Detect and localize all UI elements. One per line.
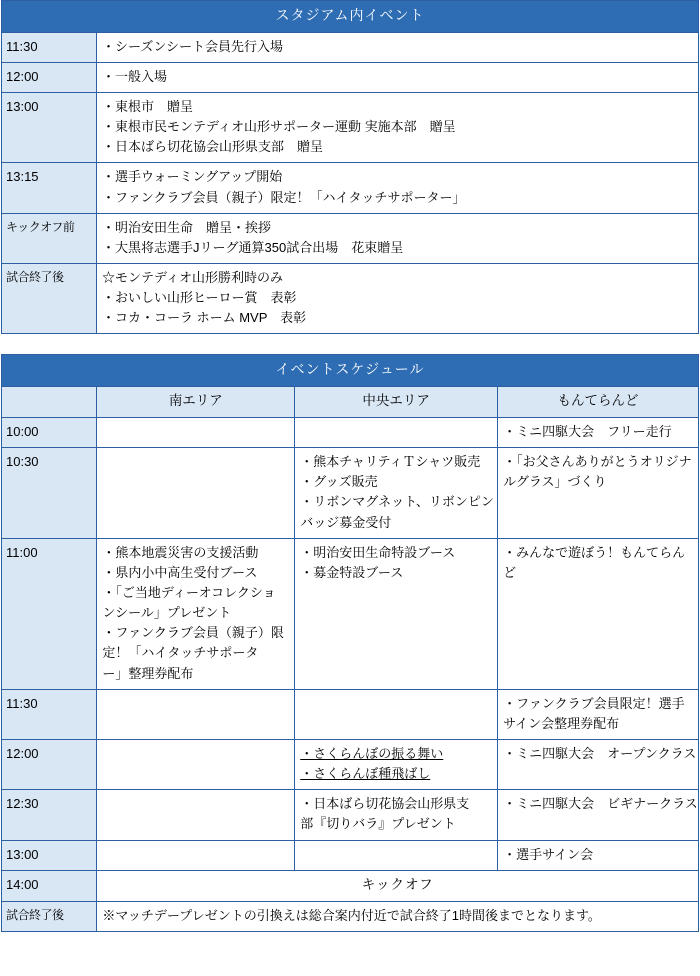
kickoff-time: 14:00 — [2, 870, 97, 901]
cell-central — [295, 417, 498, 447]
column-header-central: 中央エリア — [295, 387, 498, 418]
row-content — [97, 263, 699, 333]
stadium-events-table — [1, 0, 699, 334]
cell-central — [295, 840, 498, 870]
event-item: ・熊本チャリティＴシャツ販売 — [300, 454, 481, 470]
event-schedule-table — [1, 354, 699, 931]
table-row — [2, 62, 699, 92]
table-row — [2, 840, 699, 870]
row-time: 12:00 — [2, 739, 97, 789]
table-row — [2, 538, 699, 689]
event-item: 部『切りバラ』プレゼント — [300, 816, 456, 832]
event-item: ・リボンマグネット、リボンピン — [300, 494, 494, 510]
event-schedule-column-row — [2, 387, 699, 418]
table-row — [2, 739, 699, 789]
cell-monteland — [498, 739, 699, 789]
row-time: 10:00 — [2, 417, 97, 447]
cell-monteland — [498, 840, 699, 870]
event-item: ・コカ・コーラ ホーム MVP 表彰 — [102, 310, 307, 326]
event-item: ・グッズ販売 — [300, 474, 378, 490]
cell-monteland — [498, 448, 699, 539]
cell-central — [295, 790, 498, 840]
stadium-events-header-row — [2, 1, 699, 33]
cell-central — [295, 538, 498, 689]
event-item: ・日本ばら切花協会山形県支 — [300, 796, 470, 812]
row-time: 10:30 — [2, 448, 97, 539]
event-item: ・さくらんぼの振る舞い — [300, 745, 444, 761]
row-time: 11:30 — [2, 689, 97, 739]
note-label: ※マッチデープレゼントの引換えは総合案内付近で試合終了1時間後までとなります。 — [97, 901, 699, 931]
column-header-south: 南エリア — [97, 387, 295, 418]
event-item: ・県内小中高生受付ブース — [102, 564, 258, 580]
event-item: ・さくらんぼ種飛ばし — [300, 766, 431, 782]
event-item: ・東根市民モンテディオ山形サポーター運動 実施本部 贈呈 — [102, 119, 456, 135]
event-item: ンシール」プレゼント — [102, 605, 232, 621]
note-row — [2, 901, 699, 931]
note-time: 試合終了後 — [2, 901, 97, 931]
row-time: 13:00 — [2, 92, 97, 162]
column-header-time — [2, 387, 97, 418]
cell-monteland — [498, 417, 699, 447]
event-item: ・「ご当地ディーオコレクショ — [102, 584, 276, 600]
table-row — [2, 417, 699, 447]
event-item: ど — [503, 564, 517, 580]
cell-monteland — [498, 538, 699, 689]
event-item: ・明治安田生命特設ブース — [300, 544, 456, 560]
event-item: ・熊本地震災害の支援活動 — [102, 544, 259, 560]
table-row — [2, 213, 699, 263]
event-item: ルグラス」づくり — [503, 474, 607, 490]
row-time: 試合終了後 — [2, 263, 97, 333]
event-schedule-footer — [2, 870, 699, 931]
event-item: ・ファンクラブ会員（親子）限定！「ハイタッチサポーター」 — [102, 189, 466, 205]
table-row — [2, 32, 699, 62]
row-time: 12:00 — [2, 62, 97, 92]
row-content — [97, 62, 699, 92]
event-item: ・明治安田生命 贈呈・挨拶 — [102, 219, 272, 235]
row-time: 13:00 — [2, 840, 97, 870]
row-content — [97, 92, 699, 162]
cell-monteland — [498, 689, 699, 739]
row-time: 11:00 — [2, 538, 97, 689]
table-row — [2, 163, 699, 213]
cell-central — [295, 689, 498, 739]
cell-south — [97, 739, 295, 789]
table-row — [2, 689, 699, 739]
cell-south — [97, 790, 295, 840]
event-item: ☆モンテディオ山形勝利時のみ — [102, 269, 283, 285]
table-row — [2, 448, 699, 539]
table-row — [2, 263, 699, 333]
event-item: ・募金特設ブース — [300, 564, 404, 580]
event-item: 定！「ハイタッチサポータ — [102, 645, 259, 661]
table-row — [2, 92, 699, 162]
event-item: ・大黒将志選手Jリーグ通算350試合出場 花束贈呈 — [102, 239, 404, 255]
cell-south — [97, 538, 295, 689]
cell-central — [295, 448, 498, 539]
event-item: ・選手サイン会 — [503, 846, 594, 862]
event-item: ー」整理券配布 — [102, 665, 194, 681]
cell-south — [97, 689, 295, 739]
event-item: ・ミニ四駆大会 オープンクラス — [503, 745, 697, 761]
event-item: ・シーズンシート会員先行入場 — [102, 38, 284, 54]
kickoff-row — [2, 870, 699, 901]
cell-central — [295, 739, 498, 789]
cell-south — [97, 448, 295, 539]
event-item: ・ファンクラブ会員限定！選手 — [503, 695, 685, 711]
kickoff-label: キックオフ — [97, 870, 699, 901]
row-content — [97, 32, 699, 62]
event-schedule-title: イベントスケジュール — [2, 355, 699, 387]
table-spacer — [0, 334, 700, 354]
event-item: ・みんなで遊ぼう！もんてらん — [503, 544, 686, 560]
event-item: ・おいしい山形ヒーロー賞 表彰 — [102, 290, 297, 306]
event-item: ・ミニ四駆大会 ビギナークラス — [503, 796, 698, 812]
event-schedule-rows — [2, 417, 699, 870]
event-item: ・ミニ四駆大会 フリー走行 — [503, 423, 672, 439]
event-item: ・ファンクラブ会員（親子）限 — [102, 625, 284, 641]
stadium-events-rows — [2, 32, 699, 334]
row-content — [97, 213, 699, 263]
row-time: 13:15 — [2, 163, 97, 213]
row-time: キックオフ前 — [2, 213, 97, 263]
event-schedule-header-row — [2, 355, 699, 387]
row-content — [97, 163, 699, 213]
cell-south — [97, 417, 295, 447]
column-header-monte: もんてらんど — [498, 387, 699, 418]
row-time: 12:30 — [2, 790, 97, 840]
event-item: バッジ募金受付 — [300, 514, 392, 530]
event-item: サイン会整理券配布 — [503, 715, 620, 731]
event-item: ・選手ウォーミングアップ開始 — [102, 169, 283, 185]
event-schedule-head — [2, 355, 699, 418]
event-item: ・「お父さんありがとうオリジナ — [503, 454, 692, 470]
cell-monteland — [498, 790, 699, 840]
stadium-events-body — [2, 1, 699, 33]
event-item: ・一般入場 — [102, 68, 168, 84]
event-item: ・東根市 贈呈 — [102, 98, 194, 114]
cell-south — [97, 840, 295, 870]
stadium-events-title: スタジアム内イベント — [2, 1, 699, 33]
event-item: ・日本ばら切花協会山形県支部 贈呈 — [102, 139, 324, 155]
table-row — [2, 790, 699, 840]
row-time: 11:30 — [2, 32, 97, 62]
